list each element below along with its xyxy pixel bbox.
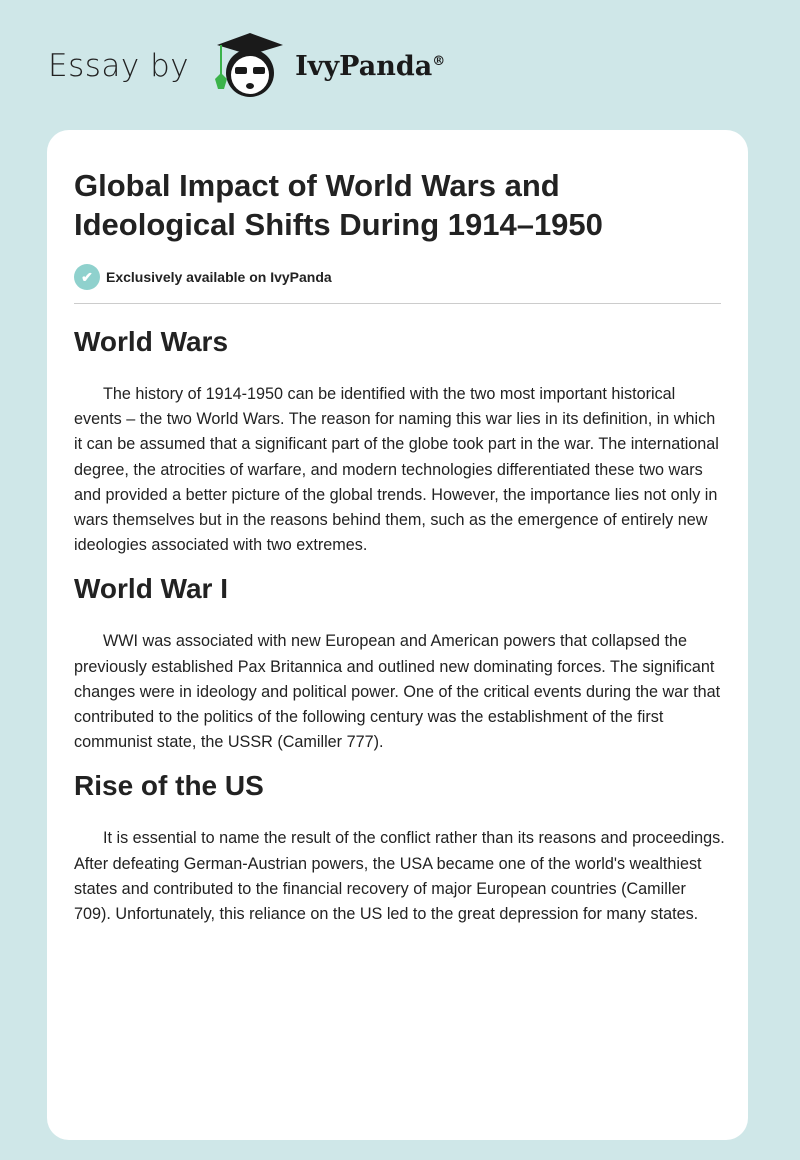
section-heading: Rise of the US bbox=[74, 770, 264, 802]
divider bbox=[74, 303, 721, 304]
essay-by-label: Essay by bbox=[48, 48, 190, 84]
exclusive-badge bbox=[74, 264, 332, 290]
essay-card bbox=[47, 130, 748, 1140]
panda-logo-icon[interactable] bbox=[207, 31, 293, 101]
section-heading: World Wars bbox=[74, 326, 229, 357]
registered-mark: ® bbox=[432, 53, 446, 69]
brand-text: IvyPanda bbox=[295, 50, 433, 82]
section-heading: World War I bbox=[74, 573, 228, 605]
brand-name[interactable] bbox=[295, 51, 445, 82]
site-header bbox=[48, 36, 445, 96]
page-title: Global Impact of World Wars and Ideological Shifts During 1914–1950 bbox=[74, 168, 603, 242]
exclusive-label: Exclusively available on IvyPanda bbox=[106, 269, 332, 285]
essay-content bbox=[74, 322, 726, 938]
section-paragraph: WWI was associated with new European and American powers that collapsed the previously established Pax Britannica and outlined new dominating forces. The significant changes were in ideology and political power. One of the critical events during the war that contributed to the politics of the following century was the establishment of the first communist state, the USSR (Camiller 777). bbox=[74, 632, 721, 752]
check-icon: ✔ bbox=[74, 264, 100, 290]
section-paragraph: The history of 1914-1950 can be identified with the two most important historical events – the two World Wars. The reason for naming this war lies in its definition, in which it can be assumed that a significant part of the globe took part in the war. The international degree, the atrocities of warfare, and modern technologies differentiated these two wars and provided a better picture of the global trends. However, the importance lies not only in wars themselves but in the reasons behind them, such as the emergence of entirely new ideologies associated with two extremes. bbox=[74, 385, 719, 555]
section-paragraph: It is essential to name the result of the conflict rather than its reasons and proceedings. After defeating German-Austrian powers, the USA became one of the world's wealthiest states and contributed to the financial recovery of major European countries (Camiller 709). Unfortunately, this reliance on the US led to the great depression for many states. bbox=[74, 829, 725, 924]
